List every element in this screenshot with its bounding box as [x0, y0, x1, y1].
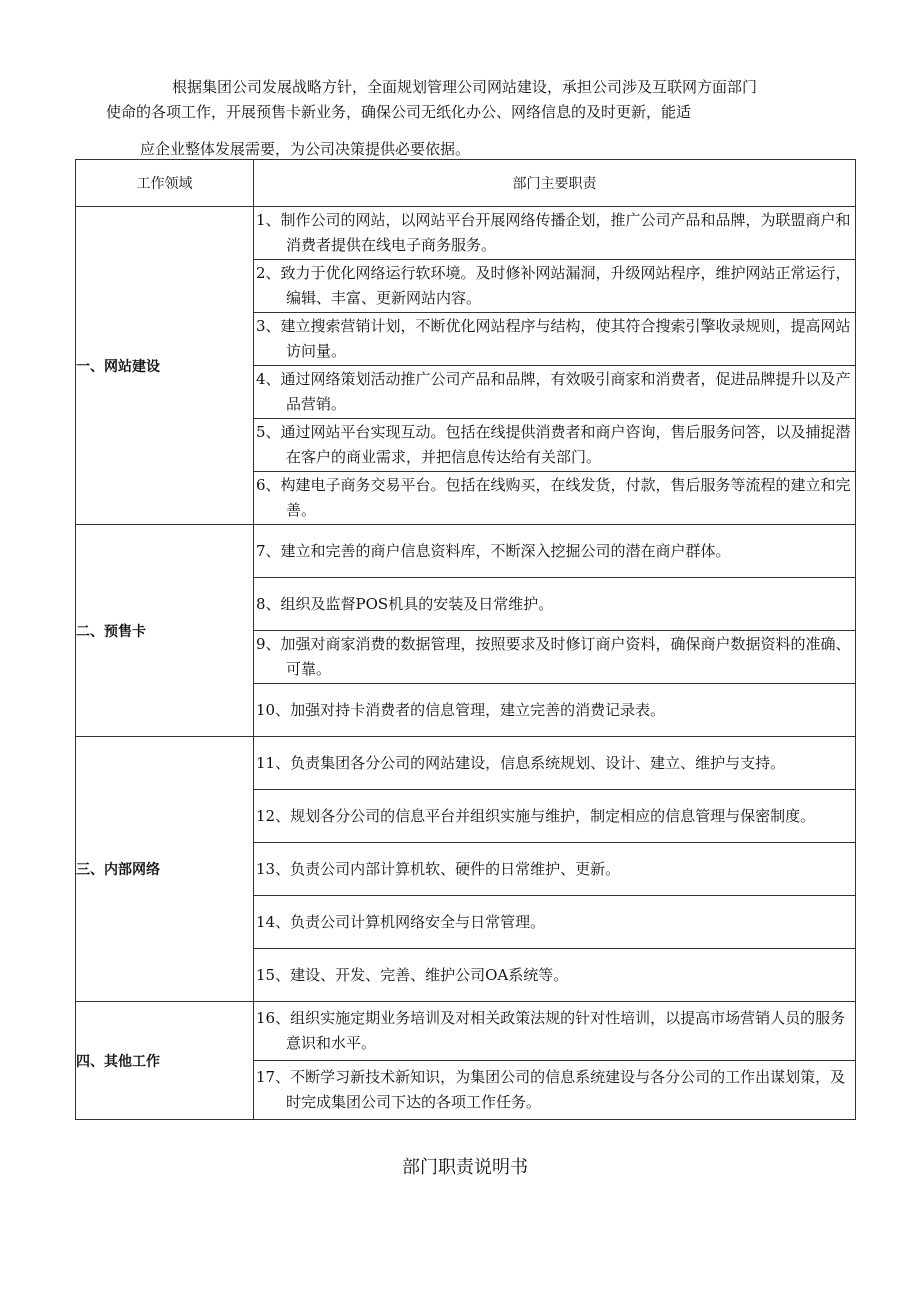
duty-item	[254, 366, 856, 419]
duty-item	[254, 419, 856, 472]
duty-text: 3、建立搜索营销计划，不断优化网站程序与结构，使其符合搜索引擎收录规则，提高网站访问量。	[256, 317, 851, 360]
table-row	[76, 207, 856, 260]
table-row	[76, 1002, 856, 1061]
duty-text: 2、致力于优化网络运行软环境。及时修补网站漏洞，升级网站程序，维护网站正常运行，编辑、丰富、更新网站内容。	[256, 264, 851, 307]
duty-item	[254, 843, 856, 896]
duty-text: 7、建立和完善的商户信息资料库，不断深入挖掘公司的潜在商户群体。	[256, 541, 731, 560]
duty-item	[254, 313, 856, 366]
duty-item	[254, 631, 856, 684]
header-main-duties: 部门主要职责	[254, 160, 856, 207]
duty-text: 13、负责公司内部计算机软、硬件的日常维护、更新。	[256, 859, 621, 878]
intro-line-1: 根据集团公司发展战略方针，全面规划管理公司网站建设，承担公司涉及互联网方面部门	[172, 78, 758, 96]
duty-text: 15、建设、开发、完善、维护公司OA系统等。	[256, 965, 569, 984]
duty-text: 11、负责集团各分公司的网站建设，信息系统规划、设计、建立、维护与支持。	[256, 753, 786, 772]
duty-item	[254, 260, 856, 313]
duty-item	[254, 207, 856, 260]
area-other-work: 四、其他工作	[76, 1002, 254, 1120]
intro-line-3: 应企业整体发展需要，为公司决策提供必要依据。	[140, 140, 471, 158]
duty-text: 6、构建电子商务交易平台。包括在线购买，在线发货，付款，售后服务等流程的建立和完善。	[256, 476, 851, 519]
duty-text: 10、加强对持卡消费者的信息管理，建立完善的消费记录表。	[256, 700, 666, 719]
document-title: 部门职责说明书	[402, 1157, 528, 1178]
duty-item	[254, 1061, 856, 1120]
table-header-row	[76, 160, 856, 207]
duty-item	[254, 737, 856, 790]
duty-text: 12、规划各分公司的信息平台并组织实施与维护，制定相应的信息管理与保密制度。	[256, 806, 816, 825]
duty-text: 14、负责公司计算机网络安全与日常管理。	[256, 912, 546, 931]
duty-item	[254, 578, 856, 631]
duty-item	[254, 896, 856, 949]
duty-text: 17、不断学习新技术新知识，为集团公司的信息系统建设与各分公司的工作出谋划策，及时完成集团公司下达的各项工作任务。	[256, 1068, 846, 1111]
duty-text: 5、通过网站平台实现互动。包括在线提供消费者和商户咨询，售后服务问答，以及捕捉潜在客户的商业需求，并把信息传达给有关部门。	[256, 423, 851, 466]
area-website-construction: 一、网站建设	[76, 207, 254, 525]
duty-item	[254, 1002, 856, 1061]
header-work-area: 工作领域	[76, 160, 254, 207]
duty-item	[254, 525, 856, 578]
duty-text: 9、加强对商家消费的数据管理，按照要求及时修订商户资料，确保商户数据资料的准确、可靠。	[256, 635, 851, 678]
table-row	[76, 737, 856, 790]
duty-item	[254, 949, 856, 1002]
duty-text: 16、组织实施定期业务培训及对相关政策法规的针对性培训，以提高市场营销人员的服务意识和水平。	[256, 1009, 846, 1052]
table-row	[76, 525, 856, 578]
duty-text: 1、制作公司的网站，以网站平台开展网络传播企划，推广公司产品和品牌，为联盟商户和消费者提供在线电子商务服务。	[256, 211, 851, 254]
area-prepaid-card: 二、预售卡	[76, 525, 254, 737]
duty-item	[254, 684, 856, 737]
duty-table	[75, 159, 856, 1120]
duty-item	[254, 790, 856, 843]
duty-text: 4、通过网络策划活动推广公司产品和品牌，有效吸引商家和消费者，促进品牌提升以及产品营销。	[256, 370, 851, 413]
duty-text: 8、组织及监督POS机具的安装及日常维护。	[256, 594, 554, 613]
intro-line-2: 使命的各项工作，开展预售卡新业务，确保公司无纸化办公、网络信息的及时更新，能适	[106, 103, 692, 121]
area-internal-network: 三、内部网络	[76, 737, 254, 1002]
duty-item	[254, 472, 856, 525]
